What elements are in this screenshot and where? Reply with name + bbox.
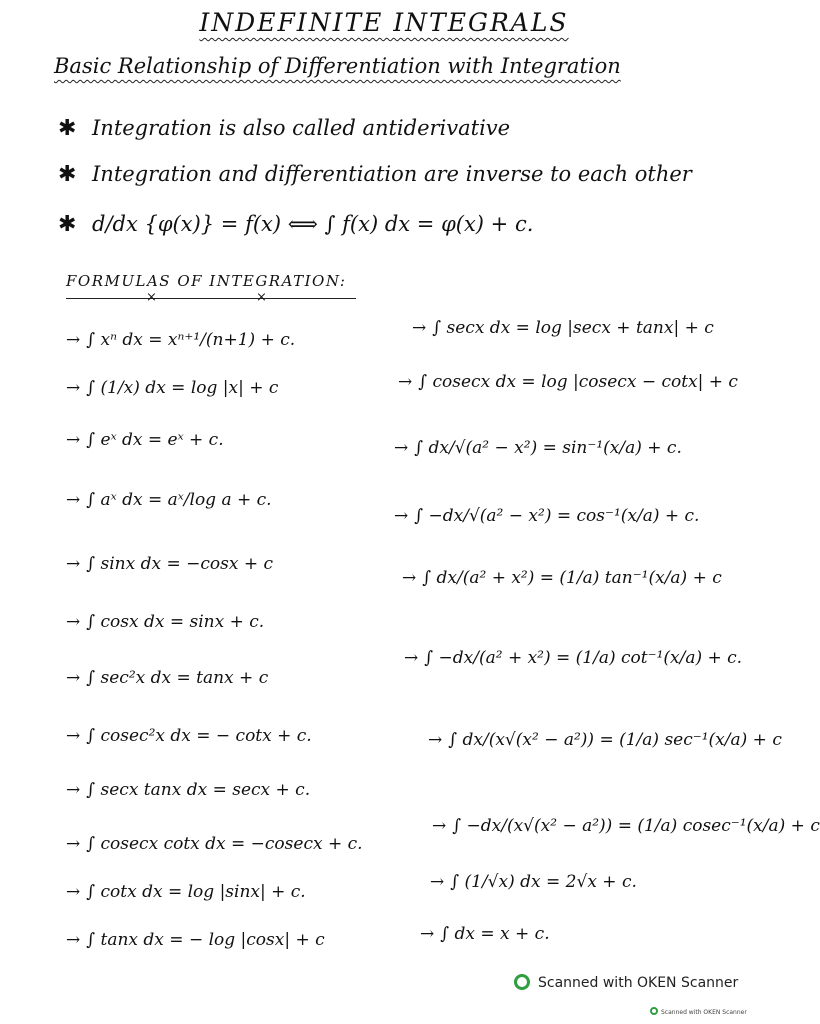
formula-left: → ∫ secx tanx dx = secx + c. <box>66 780 311 800</box>
section-title: FORMULAS OF INTEGRATION: <box>66 272 347 290</box>
arrow-right-icon: → <box>66 430 81 450</box>
arrow-right-icon: → <box>402 568 417 588</box>
section-underline <box>66 298 356 299</box>
formula-left: → ∫ sinx dx = −cosx + c <box>66 554 274 574</box>
scanner-watermark: Scanned with OKEN Scanner <box>514 974 738 991</box>
bullet-1: ✱ Integration is also called antiderivative <box>58 116 511 141</box>
formula-left: → ∫ tanx dx = − log |cosx| + c <box>66 930 325 950</box>
arrow-right-icon: → <box>394 438 409 458</box>
cross-mark-icon: × <box>256 290 267 305</box>
asterisk-icon: ✱ <box>58 212 77 237</box>
formula-right: → ∫ −dx/(a² + x²) = (1/a) cot⁻¹(x/a) + c. <box>404 648 743 668</box>
formula-left: → ∫ cotx dx = log |sinx| + c. <box>66 882 306 902</box>
scanner-watermark-small: Scanned with OKEN Scanner <box>650 1007 747 1016</box>
formula-left: → ∫ cosec²x dx = − cotx + c. <box>66 726 312 746</box>
oken-logo-icon <box>514 974 530 990</box>
oken-logo-icon <box>650 1007 658 1015</box>
arrow-right-icon: → <box>66 490 81 510</box>
arrow-right-icon: → <box>404 648 419 668</box>
formula-left: → ∫ aˣ dx = aˣ/log a + c. <box>66 490 272 510</box>
arrow-right-icon: → <box>66 780 81 800</box>
formula-right: → ∫ −dx/√(a² − x²) = cos⁻¹(x/a) + c. <box>394 506 700 526</box>
arrow-right-icon: → <box>66 668 81 688</box>
formula-right: → ∫ dx/√(a² − x²) = sin⁻¹(x/a) + c. <box>394 438 682 458</box>
formula-left: → ∫ xⁿ dx = xⁿ⁺¹/(n+1) + c. <box>66 330 296 350</box>
formula-left: → ∫ cosecx cotx dx = −cosecx + c. <box>66 834 363 854</box>
arrow-right-icon: → <box>66 612 81 632</box>
formula-right: → ∫ dx/(a² + x²) = (1/a) tan⁻¹(x/a) + c <box>402 568 722 588</box>
formula-right: → ∫ secx dx = log |secx + tanx| + c <box>412 318 714 338</box>
formula-right: → ∫ (1/√x) dx = 2√x + c. <box>430 872 637 892</box>
arrow-right-icon: → <box>430 872 445 892</box>
formula-right: → ∫ dx/(x√(x² − a²)) = (1/a) sec⁻¹(x/a) + c <box>428 730 782 750</box>
arrow-right-icon: → <box>428 730 443 750</box>
arrow-right-icon: → <box>412 318 427 338</box>
arrow-right-icon: → <box>66 330 81 350</box>
formula-right: → ∫ −dx/(x√(x² − a²)) = (1/a) cosec⁻¹(x/a) + c <box>432 816 820 836</box>
arrow-right-icon: → <box>66 834 81 854</box>
arrow-right-icon: → <box>420 924 435 944</box>
page-title: INDEFINITE INTEGRALS <box>199 8 569 37</box>
subtitle: Basic Relationship of Differentiation with Integration <box>54 54 621 78</box>
bullet-3: ✱ d/dx {φ(x)} = f(x) ⟺ ∫ f(x) dx = φ(x) + c. <box>58 212 534 237</box>
formula-right: → ∫ dx = x + c. <box>420 924 550 944</box>
asterisk-icon: ✱ <box>58 116 77 141</box>
arrow-right-icon: → <box>394 506 409 526</box>
arrow-right-icon: → <box>66 378 81 398</box>
bullet-2: ✱ Integration and differentiation are inverse to each other <box>58 162 692 187</box>
formula-left: → ∫ (1/x) dx = log |x| + c <box>66 378 279 398</box>
arrow-right-icon: → <box>398 372 413 392</box>
formula-left: → ∫ eˣ dx = eˣ + c. <box>66 430 224 450</box>
arrow-right-icon: → <box>66 554 81 574</box>
arrow-right-icon: → <box>66 930 81 950</box>
arrow-right-icon: → <box>66 882 81 902</box>
formula-right: → ∫ cosecx dx = log |cosecx − cotx| + c <box>398 372 738 392</box>
asterisk-icon: ✱ <box>58 162 77 187</box>
arrow-right-icon: → <box>432 816 447 836</box>
arrow-right-icon: → <box>66 726 81 746</box>
formula-left: → ∫ sec²x dx = tanx + c <box>66 668 269 688</box>
cross-mark-icon: × <box>146 290 157 305</box>
formula-left: → ∫ cosx dx = sinx + c. <box>66 612 265 632</box>
